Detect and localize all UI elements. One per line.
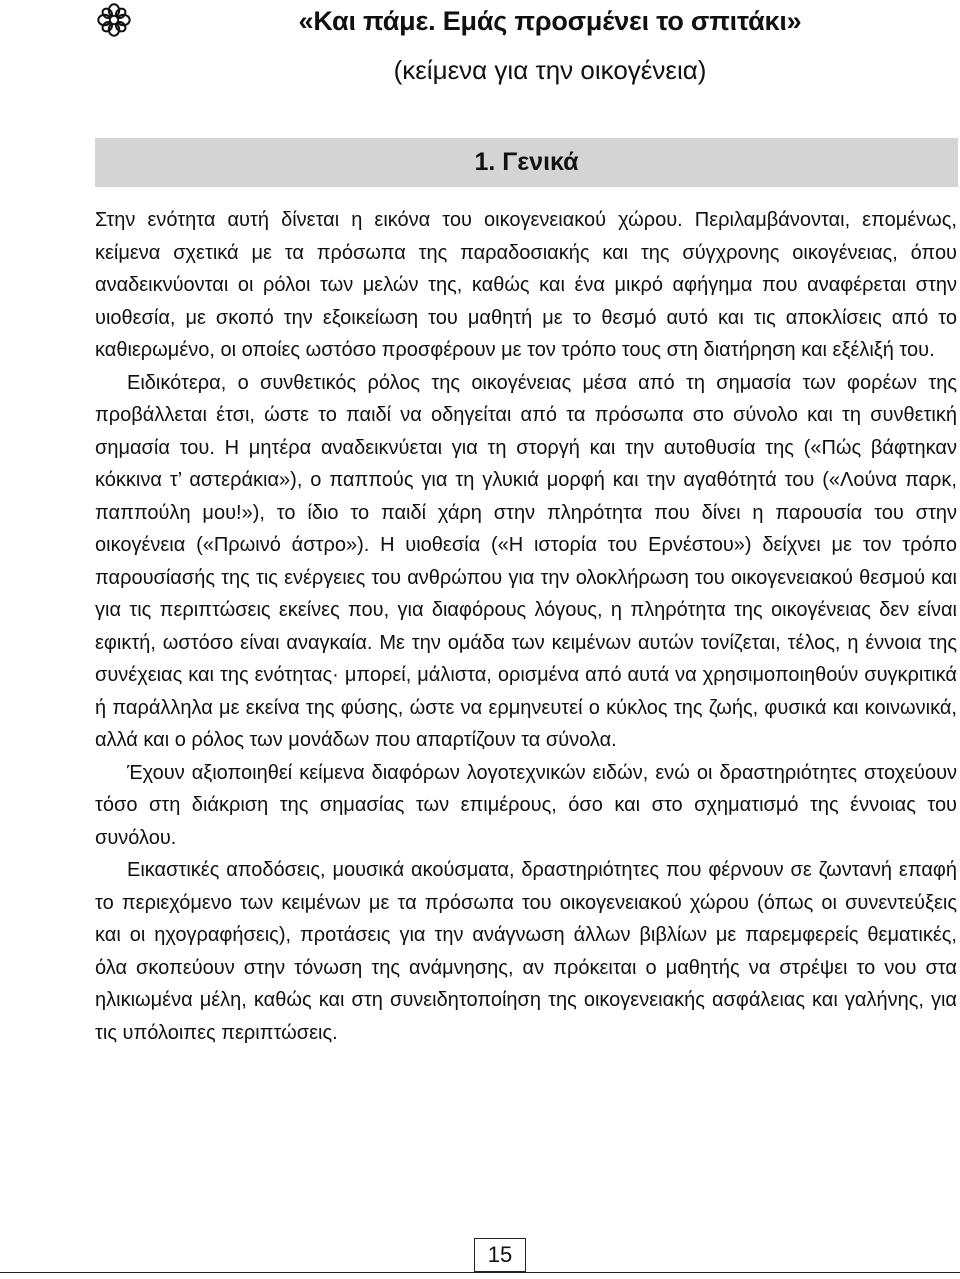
footer-rule [0,1272,960,1273]
page-title: «Και πάμε. Εμάς προσμένει το σπιτάκι» [298,6,802,36]
section-heading: 1. Γενικά [474,148,579,176]
paragraph-details: Ειδικότερα, ο συνθετικός ρόλος της οικογένειας μέσα από τη σημασία των φορέων της προβάλλεται έτσι, ώστε το παιδί να οδηγείται από τα πρόσωπα στο σύνολο και τη συνθετική σημασία του. Η μητέρα αναδεικνύεται για τη στοργή και την αυτοθυσία της («Πώς βάφτηκαν κόκκινα τ’ αστεράκια»), ο παππούς για τη γλυκιά μορφή και την αγαθότητά του («Λούνα παρκ, παππούλη μου!»), το ίδιο το παιδί χάρη στην πληρότητα που δίνει η παρουσία του στην οικογένεια («Πρωινό άστρο»). Η υιοθεσία («Η ιστορία του Ερνέστου») δείχνει με τον τρόπο παρουσίασής της τις ενέργειες του ανθρώπου για την ολοκλήρωση του οικογενειακού θεσμού και για τις περιπτώσεις εκείνες που, για διαφόρους λόγους, η πληρότητα της οικογένειας δεν είναι εφικτή, ωστόσο είναι αναγκαία. Με την ομάδα των κειμένων αυτών τονίζεται, τέλος, η έννοια της συνέχειας και της ενότητας· μπορεί, μάλιστα, ορισμένα από αυτά να χρησιμοποιηθούν συγκριτικά ή παράλληλα με εκείνα της φύσης, ώστε να ερμηνευτεί ο κύκλος της ζωής, φυσικά και κοινωνικά, αλλά και ο ρόλος των μονάδων που απαρτίζουν τα σύνολα. [95,371,957,751]
page-subtitle: (κείμενα για την οικογένεια) [393,55,707,85]
body-text [95,204,957,1049]
page-number: 15 [474,1238,526,1272]
paragraph-intro: Στην ενότητα αυτή δίνεται η εικόνα του οικογενειακού χώρου. Περιλαμβάνονται, επομένως, κείμενα σχετικά με τα πρόσωπα της παραδοσιακής και της σύγχρονης οικογένειας, όπου αναδεικνύονται οι ρόλοι των μελών της, καθώς και ένα μικρό αφήγημα που αναφέρεται στην υιοθεσία, με σκοπό την εξοικείωση του μαθητή με το θεσμό αυτό και τις αποκλίσεις από το καθιερωμένο, οι οποίες ωστόσο προσφέρουν με τον τρόπο τους στη διατήρηση και εξέλιξή του. [95,209,957,361]
paragraph-genres: Έχουν αξιοποιηθεί κείμενα διαφόρων λογοτεχνικών ειδών, ενώ οι δραστηριότητες στοχεύουν τόσο στη διάκριση της σημασίας των επιμέρους, όσο και στο σχηματισμό της έννοιας του συνόλου. [95,761,957,849]
flower-icon [96,2,132,38]
section-header-band [95,138,958,187]
paragraph-activities: Εικαστικές αποδόσεις, μουσικά ακούσματα, δραστηριότητες που φέρνουν σε ζωντανή επαφή το περιεχόμενο των κειμένων με τα πρόσωπα του οικογενειακού χώρου (όπως οι συνεντεύξεις και οι ηχογραφήσεις), προτάσεις για την ανάγνωση άλλων βιβλίων με παρεμφερείς θεματικές, όλα σκοπεύουν στην τόνωση της ανάμνησης, αν πρόκειται ο μαθητής να στρέψει το νου στα ηλικιωμένα μέλη, καθώς και στη συνειδητοποίηση της οικογενειακής ασφάλειας και γαλήνης, για τις υπόλοιπες περιπτώσεις. [95,859,957,1044]
